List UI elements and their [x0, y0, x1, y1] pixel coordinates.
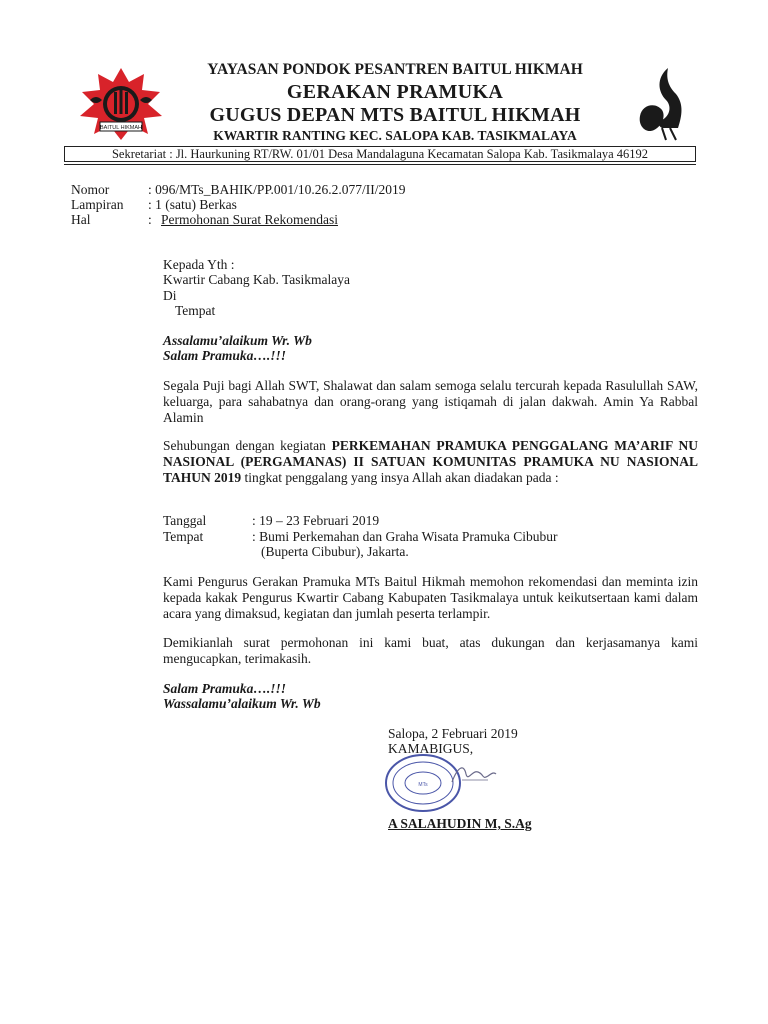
paragraph-event — [163, 438, 698, 486]
greeting-pramuka: Salam Pramuka….!!! — [163, 348, 287, 363]
closing-salam: Wassalamu’alaikum Wr. Wb — [163, 696, 321, 711]
tempat-value-1: : Bumi Perkemahan dan Graha Wisata Pramuka Cibubur — [252, 529, 558, 544]
tanggal-label: Tanggal — [163, 513, 207, 528]
recipient-line-2: Kwartir Cabang Kab. Tasikmalaya — [163, 272, 350, 287]
closing-pramuka: Salam Pramuka….!!! — [163, 681, 287, 696]
paragraph-request: Kami Pengurus Gerakan Pramuka MTs Baitul Hikmah memohon rekomendasi dan meminta izin kepada kakak Pengurus Kwartir Cabang Kabupaten Tasikmalaya untuk keikutsertaan kami dalam acara yang dimaksud, kegiatan dan jumlah peserta terlampir. — [163, 574, 698, 621]
signatory-role: KAMABIGUS, — [388, 741, 474, 756]
tanggal-value: : 19 – 23 Februari 2019 — [252, 513, 380, 528]
header-rule-bottom — [64, 164, 696, 165]
handwritten-signature — [448, 760, 498, 790]
district-name: KWARTIR RANTING KEC. SALOPA KAB. TASIKMALAYA — [213, 128, 577, 143]
recipient-line-4: Tempat — [175, 303, 216, 318]
tempat-value-2: (Buperta Cibubur), Jakarta. — [261, 544, 409, 559]
hal-value: Permohonan Surat Rekomendasi — [161, 212, 338, 227]
secretariat-address: Sekretariat : Jl. Haurkuning RT/RW. 01/01 Desa Mandalaguna Kecamatan Salopa Kab. Tasikmalaya 46192 — [64, 147, 696, 162]
event-outro: tingkat penggalang yang insya Allah akan diadakan pada : — [241, 470, 559, 485]
svg-text:MTs: MTs — [418, 782, 428, 788]
greeting-salam: Assalamu’alaikum Wr. Wb — [163, 333, 312, 348]
hal-label: Hal — [71, 212, 91, 227]
event-intro: Sehubungan dengan kegiatan — [163, 438, 332, 453]
foundation-name: YAYASAN PONDOK PESANTREN BAITUL HIKMAH — [207, 61, 583, 78]
signatory-name: A SALAHUDIN M, S.Ag — [388, 816, 532, 831]
nomor-value: : 096/MTs_BAHIK/PP.001/10.26.2.077/II/2019 — [148, 182, 406, 197]
hal-colon: : — [148, 212, 152, 227]
lampiran-label: Lampiran — [71, 197, 124, 212]
unit-name: GUGUS DEPAN MTS BAITUL HIKMAH — [209, 104, 581, 126]
paragraph-opening: Segala Puji bagi Allah SWT, Shalawat dan salam semoga selalu tercurah kepada Rasulullah SAW, keluarga, para sahabatnya dan orang-orang yang istiqamah di jalan dakwah. Amin Ya Rabbal Alamin — [163, 378, 698, 425]
scout-logo-left — [78, 68, 164, 144]
tempat-label: Tempat — [163, 529, 204, 544]
recipient-line-3: Di — [163, 288, 177, 303]
lampiran-value: : 1 (satu) Berkas — [148, 197, 237, 212]
tunas-kelapa-logo — [632, 64, 692, 144]
recipient-line-1: Kepada Yth : — [163, 257, 235, 272]
logo-ribbon-text: BAITUL HIKMAH — [100, 125, 142, 131]
paragraph-closing: Demikianlah surat permohonan ini kami buat, atas dukungan dan kerjasamanya kami mengucapkan, terimakasih. — [163, 635, 698, 666]
organization-name: GERAKAN PRAMUKA — [286, 81, 504, 103]
nomor-label: Nomor — [71, 182, 110, 197]
place-date: Salopa, 2 Februari 2019 — [388, 726, 518, 741]
event-name: PERKEMAHAN PRAMUKA PENGGALANG MA’ARIF NU NASIONAL (PERGAMANAS) II SATUAN KOMUNITAS PRAMUKA NU NASIONAL TAHUN 2019 — [163, 438, 698, 485]
